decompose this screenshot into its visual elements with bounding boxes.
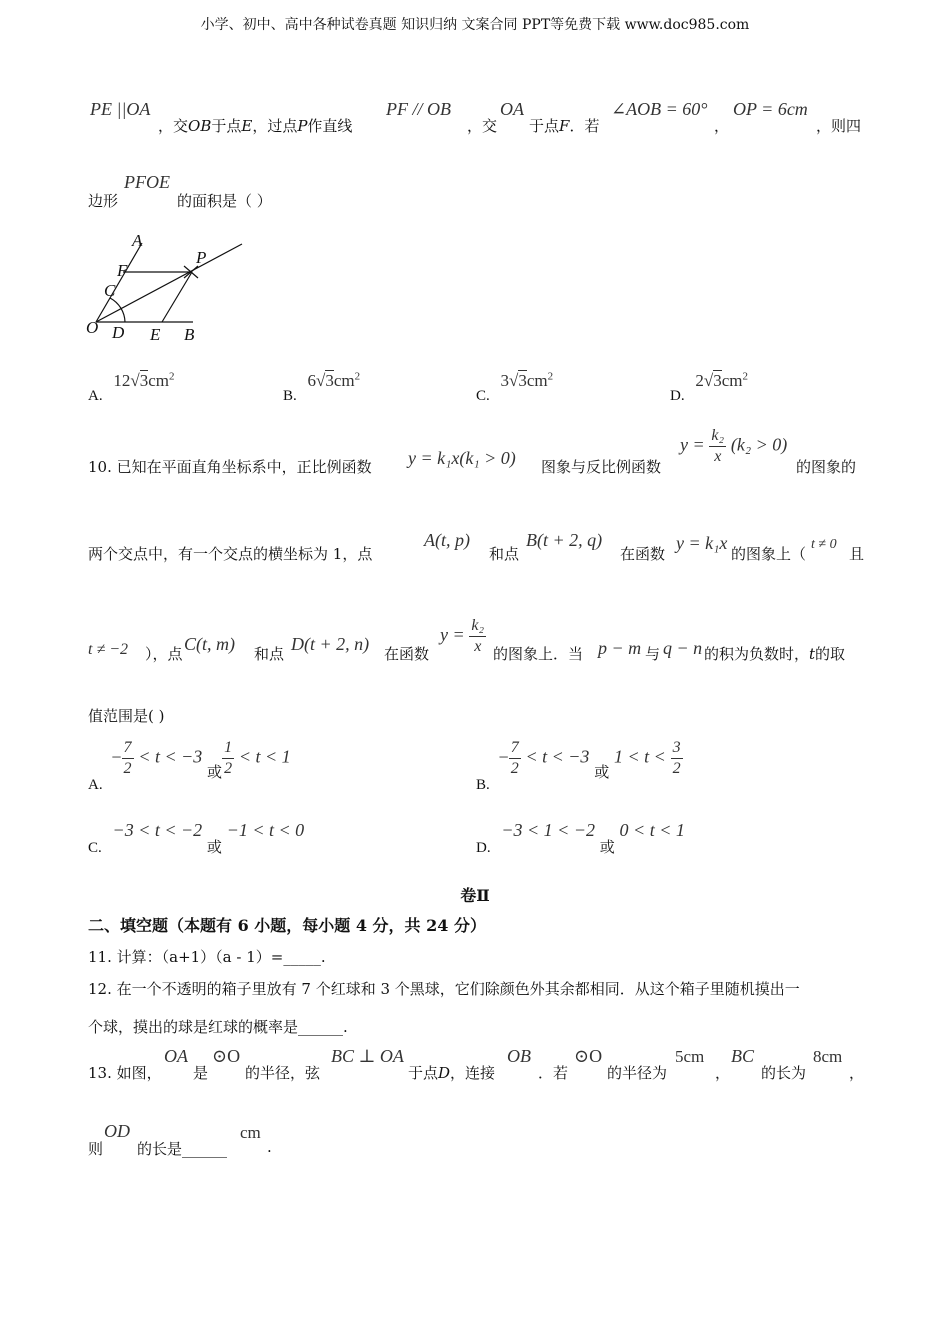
q9-text-zesi: ，则四	[816, 117, 862, 135]
q10-text-qie: 且	[849, 545, 865, 563]
math-y-k2-over-x: y = $\frac{\text{k₂}}{x}$	[440, 617, 485, 655]
label-f: F	[117, 261, 128, 280]
q10-option-b[interactable]: B. − $\frac{7}{2}$ < t < −3 或 1 < t < $\frac{3}{2}$	[476, 739, 681, 793]
q10-text-ji: 的积为负数时，t的取	[704, 645, 846, 663]
q10-intro: 10. 已知在平面直角坐标系中，正比例函数	[88, 458, 372, 476]
q13-intro: 13. 如图，	[88, 1064, 162, 1082]
math-od: OD	[104, 1121, 130, 1141]
math-point-a: A(t, p)	[424, 530, 470, 550]
q13-text-length: 的长为	[761, 1064, 807, 1082]
label-d: D	[112, 323, 125, 342]
volume-title: 卷Ⅱ	[460, 886, 490, 905]
q10-text-yu: 与	[645, 645, 661, 663]
math-cm-unit: cm	[240, 1123, 261, 1142]
q10-option-c[interactable]: C. −3 < t < −2 或 −1 < t < 0	[88, 820, 305, 856]
q10-text-hedian2: 和点	[254, 645, 285, 663]
q10-text-dang: 的图象上．当	[493, 645, 584, 663]
math-point-c: C(t, m)	[184, 634, 235, 654]
section-title: 二、填空题（本题有 6 小题，每小题 4 分，共 24 分）	[88, 916, 486, 935]
q13-text-radius-is: 的半径为	[607, 1064, 668, 1082]
q9-text-jiao: ，交	[467, 117, 498, 135]
q10-text-hedian: 和点	[489, 545, 520, 563]
q10-text-graph: 的图象的	[796, 458, 857, 476]
q13-text-ruo: ．若	[538, 1064, 569, 1082]
math-point-d: D(t + 2, n)	[291, 634, 370, 654]
q9-text-area: 的面积是（ ）	[177, 192, 272, 210]
math-pe-parallel-oa: PE ||OA	[90, 99, 151, 119]
q9-option-d[interactable]: D. $2√3cm^2$	[670, 370, 748, 404]
math-inverse-function: y = $\frac{\text{k₂}}{x}$ (k₂ > 0)	[680, 427, 788, 465]
math-oa-2: OA	[164, 1046, 188, 1066]
math-direct-function: y = k₁x(k₁ > 0)	[408, 448, 516, 468]
q13-comma-2: ，	[849, 1064, 865, 1082]
q13-text-ze: 则	[88, 1140, 104, 1158]
label-o: O	[86, 318, 99, 337]
math-q-minus-n: q − n	[663, 638, 703, 658]
math-oa: OA	[500, 99, 524, 119]
math-pfoe: PFOE	[124, 172, 170, 192]
math-t-ne-neg2: t ≠ −2	[88, 641, 129, 658]
math-pf-parallel-ob: PF // OB	[386, 99, 451, 119]
q10-text-tuxiangshang: 的图象上（	[731, 545, 807, 563]
q13-text-yudian-d: 于点D，连接	[408, 1064, 496, 1082]
q12-line1: 12. 在一个不透明的箱子里放有 7 个红球和 3 个黑球，它们除颜色外其余都相同．从这个箱子里随机摸出一	[88, 980, 800, 998]
math-5cm: 5cm	[675, 1047, 705, 1066]
q13-text-radius: 的半径，弦	[245, 1064, 321, 1082]
q10-text-dian: ），点	[145, 645, 183, 663]
q10-text-zaihanshu: 在函数	[620, 545, 666, 563]
geometry-figure	[80, 228, 250, 350]
q10-text-inverse: 图象与反比例函数	[541, 458, 662, 476]
q9-text-line1: ，交OB于点E，过点P作直线	[158, 117, 353, 135]
math-8cm: 8cm	[813, 1047, 843, 1066]
q10-text-zaihanshu2: 在函数	[384, 645, 430, 663]
q9-comma: ，	[714, 117, 730, 135]
math-ob-2: OB	[507, 1046, 531, 1066]
q10-text-range: 值范围是( )	[88, 707, 165, 725]
q12-line2: 个球，摸出的球是红球的概率是______.	[88, 1018, 348, 1036]
q10-option-a[interactable]: A. − $\frac{7}{2}$ < t < −3 或 $\frac{1}{2}$ < t < 1	[88, 739, 291, 793]
q9-text-yudian-f: 于点F．若	[529, 117, 600, 135]
math-bc-2: BC	[731, 1046, 755, 1066]
math-angle-aob: ∠AOB = 60°	[611, 99, 708, 119]
q11-text: 11. 计算：（a+1）（a - 1）=_____.	[88, 948, 326, 966]
math-bc-perp-oa: BC ⊥ OA	[331, 1046, 404, 1066]
math-circle-o-2: ⊙O	[574, 1046, 603, 1066]
q13-period: .	[267, 1138, 272, 1156]
label-p: P	[196, 248, 207, 267]
math-y-k1x: y = k₁x	[676, 533, 728, 553]
label-b: B	[184, 325, 195, 344]
q10-text-line2: 两个交点中，有一个交点的横坐标为 1，点	[88, 545, 373, 563]
math-p-minus-m: p − m	[598, 638, 642, 658]
q13-text-shi: 是	[193, 1064, 209, 1082]
q13-comma-1: ，	[715, 1064, 731, 1082]
math-t-ne-0: t ≠ 0	[811, 537, 837, 552]
math-point-b: B(t + 2, q)	[526, 530, 603, 550]
q9-option-c[interactable]: C. $3√3cm^2$	[476, 370, 554, 404]
q13-text-answer-blank: 的长是______	[137, 1140, 228, 1158]
page-header: 小学、初中、高中各种试卷真题 知识归纳 文案合同 PPT等免费下载 www.doc985.com	[200, 17, 750, 33]
math-circle-o: ⊙O	[212, 1046, 241, 1066]
label-e: E	[150, 325, 161, 344]
label-a: A	[132, 231, 143, 250]
q9-text-bianxing: 边形	[88, 192, 119, 210]
q9-option-a[interactable]: A. $12√3cm^2$	[88, 370, 175, 404]
math-op-length: OP = 6cm	[733, 99, 808, 119]
label-c: C	[104, 281, 116, 300]
segment-ep	[162, 272, 192, 322]
q10-option-d[interactable]: D. −3 < 1 < −2 或 0 < t < 1	[476, 820, 685, 856]
q9-option-b[interactable]: B. $6√3cm^2$	[283, 370, 361, 404]
